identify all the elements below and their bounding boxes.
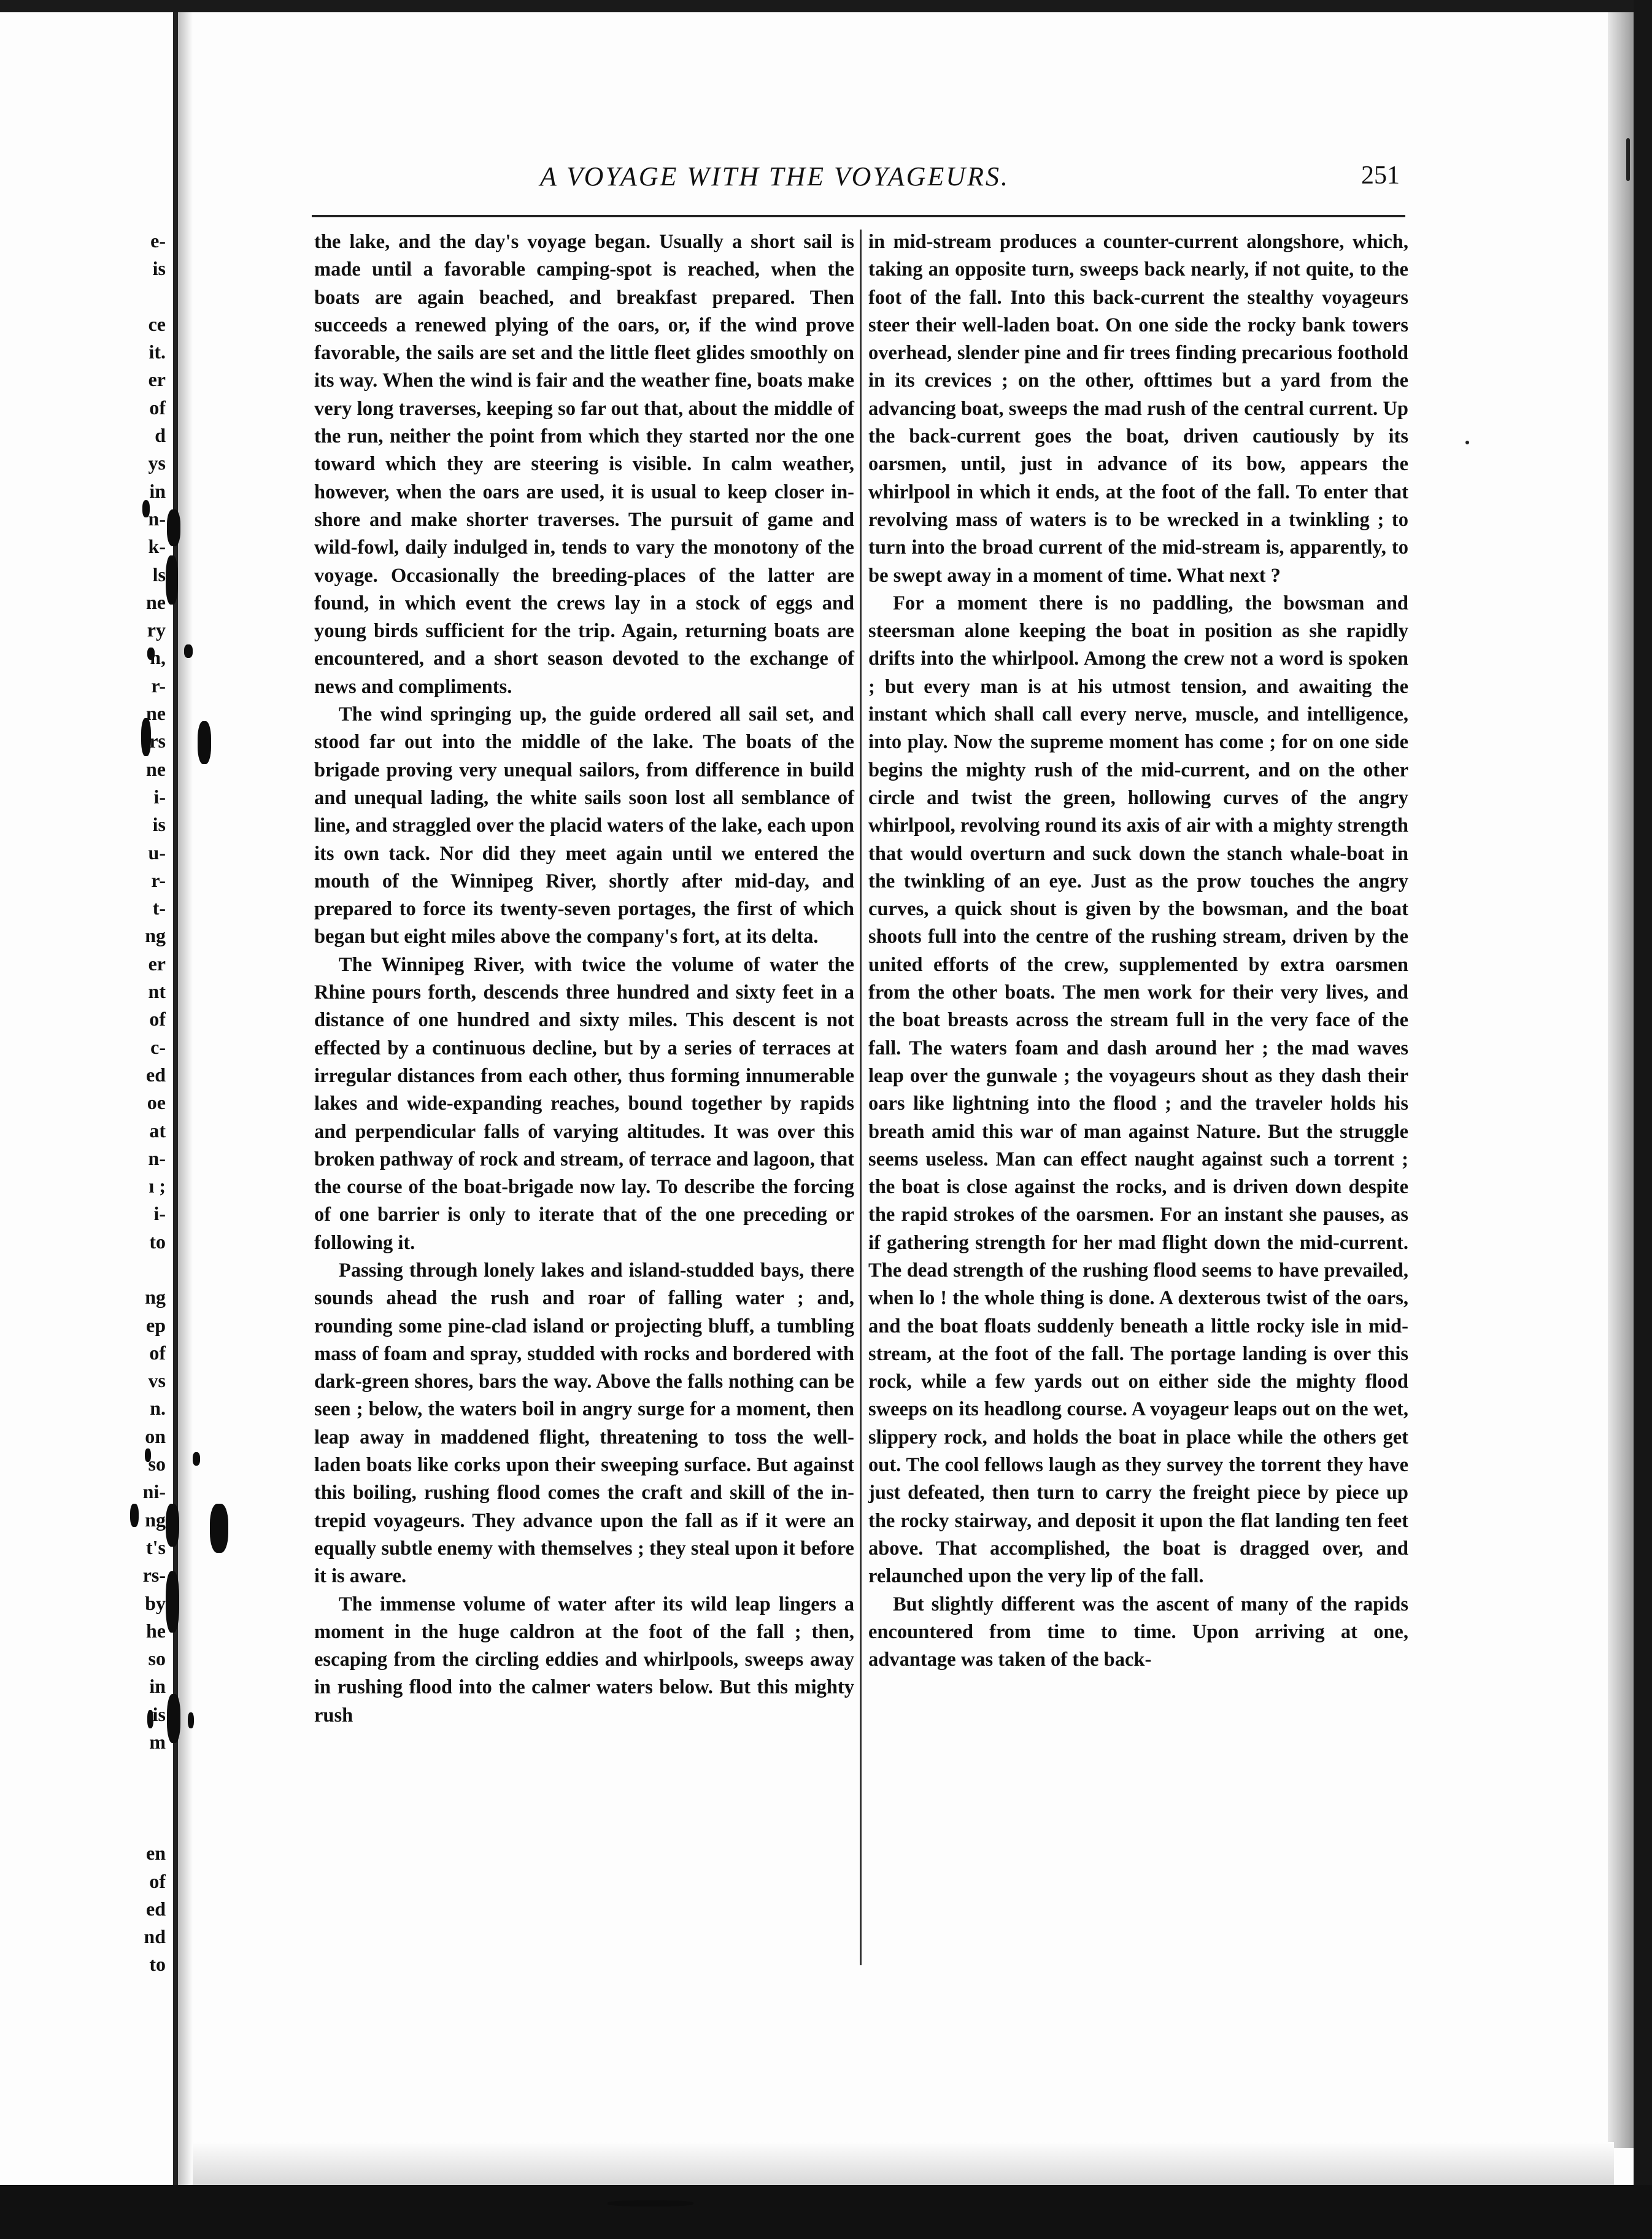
paragraph: But slightly different was the ascent of many of the rapids encountered from time to time. Upon arriving at one, advantage was taken of the back- [868, 1593, 1408, 1671]
fragment-line: in [149, 479, 166, 502]
paragraph: Passing through lonely lakes and island-studded bays, there sounds ahead the rush and roar of falling water ; and, rounding some pine-clad island or projecting bluff, a tumbling mass of foam and spray, studded with rocks and bordered with dark-green shores, bars the way. Above the falls nothing can be seen ; below, the waters boil in angry surge for a moment, then leap away in maddened flight, threatening to toss the well-laden boats like corks upon their sweeping surface. But against this boiling, rushing flood comes the craft and skill of the intrepid voyageurs. They advance upon the fall as if it were an equally subtle enemy with themselves ; they steal upon it before it is aware. [314, 1259, 854, 1588]
page-top-edge [0, 0, 1652, 12]
fragment-line: ng [145, 924, 166, 947]
page-bottom-shadow [184, 2142, 1614, 2185]
fragment-line: e- [150, 230, 166, 252]
binding-mark [166, 1571, 179, 1633]
fragment-line [92, 1756, 166, 1784]
fragment-line: i- [153, 785, 166, 808]
fragment-line: to [149, 1953, 166, 1976]
binding-mark [193, 1452, 200, 1466]
page-right-shadow [1608, 12, 1634, 2148]
fragment-line: ni- [142, 1480, 166, 1503]
fragment-line: ı ; [149, 1175, 166, 1197]
paragraph: The Winnipeg River, with twice the volume of water the Rhine pours forth, descends three hundred and sixty feet in a distance of one hundred and sixty miles. This descent is not effected by a continuous decline, but by a series of terraces at irregular distances from each other, thus forming innumerable lakes and wide-expanding reaches, bound together by rapids and perpendicular falls of varying altitudes. It was over this broken pathway of rock and stream, of terrace and lagoon, that the course of the boat-brigade now lay. To describe the forcing of one barrier is only to iterate that of the one preceding or following it. [314, 953, 854, 1254]
fragment-line [92, 283, 166, 311]
text-column-left [314, 228, 854, 1730]
fragment-line: n, [150, 646, 166, 669]
fragment-line: c- [150, 1035, 166, 1058]
binding-mark [608, 2200, 693, 2206]
fragment-line: t- [152, 897, 166, 919]
binding-mark [166, 1504, 179, 1547]
ink-speck [1465, 441, 1469, 444]
binding-mark [188, 1712, 194, 1728]
page-right-edge [1634, 0, 1652, 2239]
binding-mark [210, 1504, 228, 1553]
fragment-line: on [145, 1425, 166, 1447]
fragment-line: u- [148, 841, 166, 864]
fragment-line: ne [146, 757, 166, 780]
fragment-line: ry [147, 619, 166, 641]
fragment-line: vs [148, 1369, 166, 1392]
fragment-line [92, 1256, 166, 1283]
facing-page-text-fragments [92, 227, 166, 1979]
fragment-line: t's [146, 1536, 166, 1558]
fragment-line: ng [145, 1286, 166, 1309]
fragment-line: at [149, 1119, 166, 1142]
fragment-line: so [148, 1647, 166, 1670]
header-rule [312, 215, 1405, 217]
fragment-line: so [148, 1453, 166, 1475]
paragraph: The immense volume of water after its wild leap lingers a moment in the huge caldron at the foot of the fall ; then, escaping from the circling eddies and whirlpools, sweeps away in rushing flood into the calmer waters below. But this mighty rush [314, 1593, 854, 1727]
paragraph: in mid-stream produces a counter-current alongshore, which, taking an opposite turn, sweeps back nearly, if not quite, to the foot of the fall. Into this back-current the stealthy voyageurs steer their well-laden boat. On one side the rocky bank towers overhead, slender pine and fir trees finding precarious foothold in its crevices ; on the other, ofttimes but a yard from the advancing boat, sweeps the mad rush of the central current. Up the back-current goes the boat, driven cautiously by its oarsmen, until, just in advance of its bow, appears the whirlpool in which it ends, at the foot of the fall. To enter that revolving mass of waters is to be wrecked in a twinkling ; to turn into the broad current of the mid-stream is, apparently, to be swept away in a moment of time. What next ? [868, 231, 1408, 587]
binding-mark [167, 1694, 180, 1743]
binding-mark [166, 555, 178, 605]
binding-mark [184, 644, 193, 658]
gutter-shadow [178, 12, 193, 2185]
fragment-line: rs [149, 730, 166, 752]
fragment-line: n- [148, 507, 166, 530]
fragment-line: d [155, 424, 166, 447]
fragment-line: of [149, 1008, 166, 1031]
fragment-line: of [149, 396, 166, 419]
fragment-line: to [149, 1230, 166, 1253]
fragment-line: it. [149, 341, 166, 363]
fragment-line: rs- [142, 1564, 166, 1587]
fragment-line: he [146, 1619, 166, 1642]
fragment-line: ng [145, 1508, 166, 1531]
paragraph: the lake, and the day's voyage began. Usually a short sail is made until a favorable camping-spot is reached, when the boats are again beached, and breakfast prepared. Then succeeds a renewed plying of the oars, or, if the wind prove favorable, the sails are set and the little fleet glides smoothly on its way. When the wind is fair and the weather fine, boats make very long traverses, keeping so far out that, about the middle of the run, neither the point from which they started nor the one toward which they are steering is visible. In calm weather, however, when the oars are used, it is usual to keep closer in-shore and make shorter traverses. The pursuit of game and wild-fowl, daily indulged in, tends to vary the monotony of the voyage. Occasionally the breeding-places of the latter are found, in which event the crews lay in a stock of eggs and young birds sufficient for the trip. Again, returning boats are encountered, and a short season devoted to the exchange of news and compliments. [314, 231, 854, 698]
fragment-line [92, 1812, 166, 1839]
column-divider-rule [860, 230, 862, 1965]
fragment-line: is [152, 257, 166, 280]
fragment-line: of [149, 1341, 166, 1364]
fragment-line: oe [147, 1091, 166, 1114]
fragment-line: r- [151, 868, 166, 891]
fragment-line: ed [146, 1063, 166, 1086]
fragment-line: er [148, 368, 166, 391]
ink-speck [1626, 138, 1630, 181]
fragment-line: r- [151, 674, 166, 697]
fragment-line: ed [146, 1897, 166, 1920]
fragment-line: ne [146, 702, 166, 725]
paragraph: For a moment there is no paddling, the bowsman and steersman alone keeping the boat in position as she rapidly drifts into the whirlpool. Among the crew not a word is spoken ; but every man is at his utmost tension, and awaiting the instant which shall call every nerve, muscle, and intelligence, into play. Now the supreme moment has come ; for on one side begins the mighty rush of the mid-current, and on the other circle and twist the green, hollowing curves of the angry whirlpool, revolving round its axis of air with a mighty strength that would overturn and suck down the stanch whale-boat in the twinkling of an eye. Just as the prow touches the angry curves, a quick shout is given by the bowsman, and the boat shoots full into the centre of the rushing stream, driven by the united efforts of the crew, supplemented by extra oarsmen from the other boats. The men work for their very lives, and the boat breasts across the stream full in the very face of the fall. The waters foam and dash around her ; the mad waves leap over the gunwale ; the voyageurs shout as they dash their oars like lightning into the flood ; and the traveler holds his breath amid this war of man against Nature. But the struggle seems useless. Man can effect naught against such a torrent ; the boat is close against the rocks, and is driven down despite the rapid strokes of the oarsmen. For an instant she pauses, as if gathering strength for her mad flight down the mid-current. The dead strength of the rushing flood seems to have prevailed, when lo ! the whole thing is done. A dexterous twist of the oars, and the boat floats suddenly beneath a little rocky isle in mid-stream, at the foot of the fall. The portage landing is over this rock, while a few yards out on either side the mighty flood sweeps on its headlong course. A voyageur leaps out on the wet, slippery rock, and holds the boat in place while the others get out. The cool fellows laugh as they survey the torrent they have just defeated, then turn to carry the freight piece by piece up the rocky stairway, and deposit it upon the flat landing ten feet above. That accomplished, the boat is dragged over, and relaunched upon the very lip of the fall. [868, 592, 1408, 1588]
fragment-line: of [149, 1870, 166, 1892]
fragment-line: nd [144, 1925, 166, 1948]
binding-mark [167, 509, 180, 546]
fragment-line: er [148, 952, 166, 975]
fragment-line: ys [148, 452, 166, 474]
fragment-line: n. [150, 1397, 166, 1420]
fragment-line: ce [148, 312, 166, 335]
running-head: A VOYAGE WITH THE VOYAGEURS. [540, 161, 1009, 191]
fragment-line: nt [148, 980, 166, 1003]
fragment-line: is [152, 813, 166, 836]
binding-mark [198, 721, 211, 764]
fragment-line: m [149, 1731, 166, 1754]
fragment-line: k- [148, 535, 166, 558]
fragment-line: in [149, 1675, 166, 1698]
fragment-line: n- [148, 1147, 166, 1169]
fragment-line [92, 1784, 166, 1812]
text-column-right [868, 228, 1408, 1674]
page-number: 251 [1361, 161, 1400, 190]
fragment-line: i- [153, 1202, 166, 1225]
fragment-line: ls [152, 563, 166, 586]
fragment-line: ep [146, 1313, 166, 1336]
book-gutter [173, 12, 178, 2185]
fragment-line: ne [146, 590, 166, 613]
page-bottom-edge [0, 2185, 1652, 2239]
paragraph: The wind springing up, the guide ordered all sail set, and stood far out into the middle of the lake. The boats of the brigade proving very unequal sailors, from difference in build and unequal lading, the white sails soon lost all semblance of line, and straggled over the placid waters of the lake, each upon its own tack. Nor did they meet again until we entered the mouth of the Winnipeg River, shortly after mid-day, and prepared to force its twenty-seven portages, the first of which began but eight miles above the company's fort, at its delta. [314, 703, 854, 948]
fragment-line: en [146, 1842, 166, 1865]
fragment-line: is [152, 1703, 166, 1725]
fragment-line: by [145, 1591, 166, 1614]
